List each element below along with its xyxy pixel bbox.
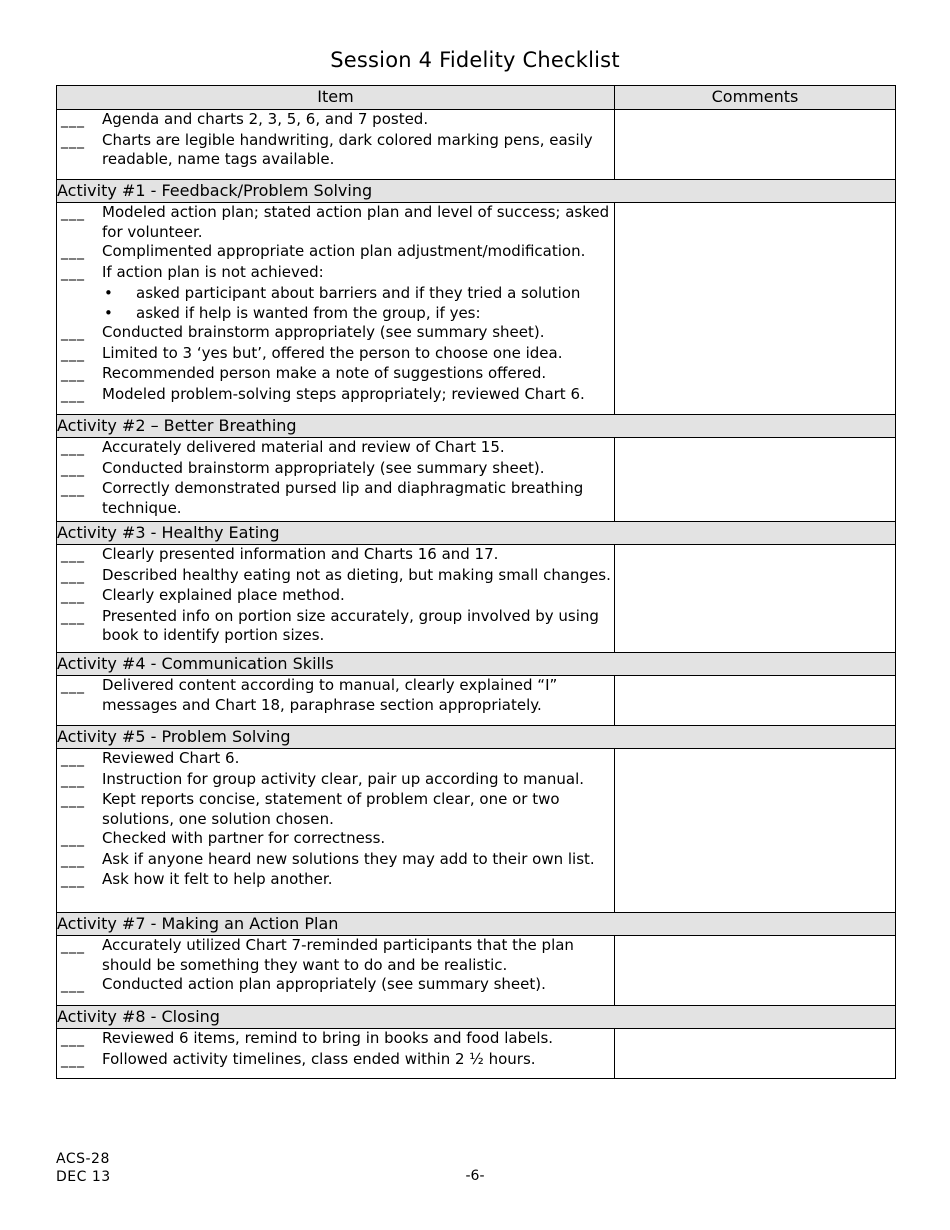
check-blank[interactable]	[57, 749, 102, 770]
check-blank[interactable]	[57, 364, 102, 385]
checklist-item	[57, 749, 614, 770]
checklist-item-text: Presented info on portion size accurately, group involved by using book to identify portion sizes.	[102, 606, 599, 644]
comments-cell[interactable]	[615, 936, 896, 1006]
comments-cell[interactable]	[615, 203, 896, 415]
checklist-item-text: Agenda and charts 2, 3, 5, 6, and 7 posted.	[102, 110, 429, 128]
comments-cell[interactable]	[615, 438, 896, 522]
check-blank[interactable]	[57, 1050, 102, 1071]
checklist-item-text: Conducted brainstorm appropriately (see summary sheet).	[102, 323, 545, 341]
comments-cell[interactable]	[615, 676, 896, 726]
check-blank[interactable]	[57, 676, 102, 697]
checklist-item	[57, 975, 614, 996]
checklist-item-text: Accurately delivered material and review of Chart 15.	[102, 438, 505, 456]
checklist-body	[57, 110, 896, 1079]
checklist-item	[57, 438, 614, 459]
section-heading: Activity #1 - Feedback/Problem Solving	[57, 180, 896, 203]
checklist-item-text: Reviewed Chart 6.	[102, 749, 240, 767]
comments-cell[interactable]	[615, 110, 896, 180]
check-blank[interactable]	[57, 975, 102, 996]
check-blank[interactable]	[57, 479, 102, 500]
checklist-item-text: Instruction for group activity clear, pair up according to manual.	[102, 769, 585, 788]
bullet-text: asked if help is wanted from the group, if yes:	[136, 304, 481, 322]
section-heading: Activity #2 – Better Breathing	[57, 415, 896, 438]
checklist-item	[57, 790, 614, 829]
checklist-item	[57, 566, 614, 587]
items-cell	[57, 438, 615, 522]
items-cell	[57, 110, 615, 180]
checklist-block-row	[57, 545, 896, 653]
check-blank[interactable]	[57, 385, 102, 406]
checklist-item-text: Recommended person make a note of suggestions offered.	[102, 364, 547, 382]
checklist-item	[57, 479, 614, 518]
check-blank[interactable]	[57, 790, 102, 811]
section-heading: Activity #5 - Problem Solving	[57, 726, 896, 749]
form-date: DEC 13	[56, 1169, 111, 1185]
checklist-item	[57, 607, 614, 646]
bullet-text: asked participant about barriers and if they tried a solution	[136, 284, 581, 302]
checklist-block-row	[57, 749, 896, 913]
page-title: Session 4 Fidelity Checklist	[330, 48, 620, 72]
check-blank[interactable]	[57, 344, 102, 365]
items-cell	[57, 203, 615, 415]
checklist-item-text: Correctly demonstrated pursed lip and diaphragmatic breathing technique.	[102, 479, 584, 517]
section-heading-row	[57, 913, 896, 936]
checklist-item	[57, 323, 614, 344]
checklist-item	[57, 344, 614, 365]
column-header-comments: Comments	[615, 86, 896, 110]
check-blank[interactable]	[57, 438, 102, 459]
checklist-item-text: Clearly explained place method.	[102, 586, 345, 604]
checklist-block-row	[57, 203, 896, 415]
items-cell	[57, 545, 615, 653]
check-blank[interactable]	[57, 936, 102, 957]
checklist-block-row	[57, 1029, 896, 1079]
check-blank[interactable]	[57, 770, 102, 791]
section-heading: Activity #4 - Communication Skills	[57, 653, 896, 676]
check-blank[interactable]	[57, 323, 102, 344]
checklist-item-text: Conducted brainstorm appropriately (see summary sheet).	[102, 458, 545, 477]
items-cell	[57, 936, 615, 1006]
comments-cell[interactable]	[615, 545, 896, 653]
checklist-item	[57, 459, 614, 480]
items-cell	[57, 676, 615, 726]
check-blank[interactable]	[57, 263, 102, 284]
checklist-item	[57, 676, 614, 715]
checklist-item	[57, 1029, 614, 1050]
check-blank[interactable]	[57, 242, 102, 263]
bullet-item	[57, 283, 614, 303]
checklist-item	[57, 203, 614, 242]
checklist-item-text: Complimented appropriate action plan adjustment/modification.	[102, 242, 586, 260]
check-blank[interactable]	[57, 566, 102, 587]
checklist-item	[57, 936, 614, 975]
check-blank[interactable]	[57, 110, 102, 131]
check-blank[interactable]	[57, 1029, 102, 1050]
checklist-item	[57, 242, 614, 263]
checklist-item-text: Followed activity timelines, class ended within 2 ½ hours.	[102, 1049, 536, 1068]
checklist-item	[57, 263, 614, 284]
checklist-item-text: Accurately utilized Chart 7-reminded participants that the plan should be something they want to do and be realistic.	[102, 936, 574, 974]
checklist-item	[57, 850, 614, 871]
check-blank[interactable]	[57, 203, 102, 224]
bullet-icon	[102, 283, 136, 303]
section-heading-row	[57, 180, 896, 203]
checklist-item	[57, 829, 614, 850]
checklist-item-text: Modeled action plan; stated action plan and level of success; asked for volunteer.	[102, 203, 610, 241]
section-heading: Activity #8 - Closing	[57, 1006, 896, 1029]
checklist-item-text: Modeled problem-solving steps appropriately; reviewed Chart 6.	[102, 384, 585, 403]
checklist-item-text: Limited to 3 ‘yes but’, offered the person to choose one idea.	[102, 343, 563, 362]
checklist-item-text: Clearly presented information and Charts 16 and 17.	[102, 545, 499, 563]
checklist-item-text: Charts are legible handwriting, dark colored marking pens, easily readable, name tags available.	[102, 130, 593, 168]
bullet-icon	[102, 303, 136, 323]
form-code: ACS-28	[56, 1151, 110, 1167]
checklist-item-text: Delivered content according to manual, clearly explained “I” messages and Chart 18, paraphrase section appropriately.	[102, 676, 558, 714]
checklist-item	[57, 545, 614, 566]
section-heading-row	[57, 522, 896, 545]
checklist-item-text: Ask how it felt to help another.	[102, 870, 333, 888]
checklist-item	[57, 110, 614, 131]
checklist-block-row	[57, 110, 896, 180]
check-blank[interactable]	[57, 545, 102, 566]
checklist-item-text: If action plan is not achieved:	[102, 262, 324, 281]
checklist-item	[57, 586, 614, 607]
section-heading-row	[57, 726, 896, 749]
section-heading: Activity #7 - Making an Action Plan	[57, 913, 896, 936]
page-number: -6-	[465, 1168, 485, 1184]
column-header-item: Item	[57, 86, 615, 110]
table-header-row	[57, 86, 896, 110]
check-blank[interactable]	[57, 586, 102, 607]
check-blank[interactable]	[57, 870, 102, 891]
section-heading: Activity #3 - Healthy Eating	[57, 522, 896, 545]
comments-cell[interactable]	[615, 749, 896, 913]
section-heading-row	[57, 653, 896, 676]
section-heading-row	[57, 415, 896, 438]
items-cell	[57, 1029, 615, 1079]
checklist-item-text: Reviewed 6 items, remind to bring in books and food labels.	[102, 1029, 554, 1047]
comments-cell[interactable]	[615, 1029, 896, 1079]
section-heading-row	[57, 1006, 896, 1029]
checklist-block-row	[57, 936, 896, 1006]
checklist-item-text: Conducted action plan appropriately (see summary sheet).	[102, 975, 546, 993]
checklist-item-text: Described healthy eating not as dieting, but making small changes.	[102, 565, 611, 584]
checklist-item-text: Kept reports concise, statement of problem clear, one or two solutions, one solution chosen.	[102, 790, 560, 828]
check-blank[interactable]	[57, 131, 102, 152]
fidelity-checklist-table	[56, 85, 896, 1079]
checklist-item	[57, 385, 614, 406]
check-blank[interactable]	[57, 459, 102, 480]
checklist-block-row	[57, 438, 896, 522]
check-blank[interactable]	[57, 850, 102, 871]
checklist-item-text: Ask if anyone heard new solutions they may add to their own list.	[102, 849, 595, 868]
checklist-item	[57, 364, 614, 385]
bullet-item	[57, 303, 614, 323]
checklist-item	[57, 770, 614, 791]
items-cell	[57, 749, 615, 913]
checklist-item	[57, 870, 614, 891]
check-blank[interactable]	[57, 607, 102, 628]
checklist-item	[57, 1050, 614, 1071]
check-blank[interactable]	[57, 829, 102, 850]
checklist-item	[57, 131, 614, 170]
checklist-block-row	[57, 676, 896, 726]
checklist-item-text: Checked with partner for correctness.	[102, 829, 386, 847]
